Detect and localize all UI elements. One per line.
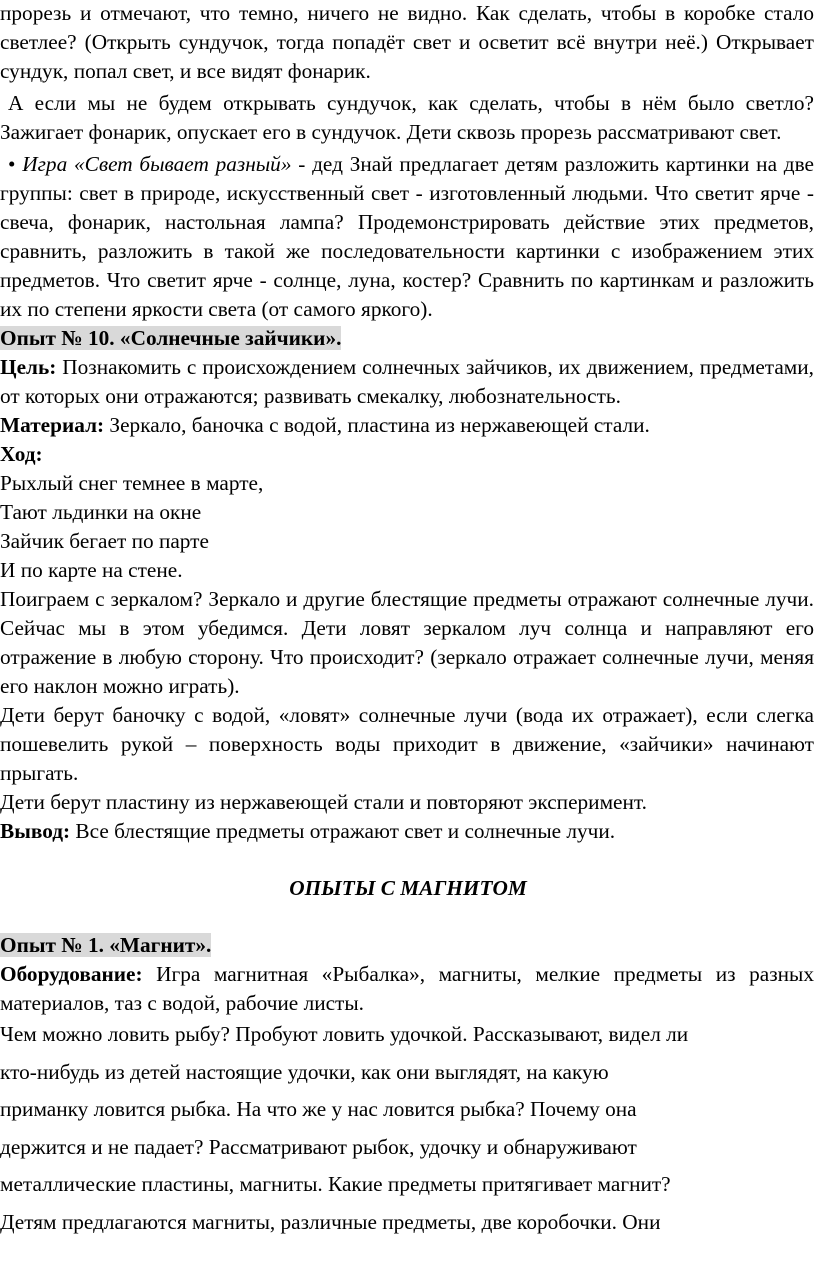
goal-label: Цель: [0, 355, 57, 379]
paragraph-steel-plate: Дети берут пластину из нержавеющей стали и повторяют эксперимент. [0, 790, 647, 814]
paragraph-flashlight: А если мы не будем открывать сундучок, как сделать, чтобы в нём было светло? Зажигает фонарик, опускает его в сундучок. Дети сквозь прорезь рассматривают свет. [0, 91, 814, 144]
experiment-1-heading [0, 931, 816, 960]
conclusion-text: Все блестящие предметы отражают свет и солнечные лучи. [70, 819, 616, 843]
fishing-line: приманку ловится рыбка. На что же у нас ловится рыбка? Почему она [0, 1097, 637, 1121]
experiment-10-goal [0, 353, 816, 411]
poem-line: Рыхлый снег темнее в марте, [0, 471, 264, 495]
fishing-line: Чем можно ловить рыбу? Пробуют ловить удочкой. Рассказывают, видел ли [0, 1022, 689, 1046]
paragraph-light-game [0, 150, 816, 324]
conclusion-label: Вывод: [0, 819, 71, 843]
experiment-1-equipment [0, 960, 816, 1018]
poem-line: Зайчик бегает по парте [0, 529, 209, 553]
game-title: Игра «Свет бывает разный» [22, 152, 292, 176]
course-label: Ход: [0, 442, 43, 466]
fishing-line: кто-нибудь из детей настоящие удочки, как они выглядят, на какую [0, 1059, 609, 1084]
game-description: - дед Знай предлагает детям разложить картинки на две группы: свет в природе, искусственный свет - изготовленный людьми. Что светит ярче - свеча, фонарик, настольная лампа? Продемонстрировать действие этих предметов, сравнить, разложить в такой же последовательности картинки с изображением этих предметов. Что светит ярче - солнце, луна, костер? Сравнить по картинкам и разложить их по степени яркости света (от самого яркого). [0, 152, 814, 321]
poem-line: Тают льдинки на окне [0, 500, 202, 524]
paragraph-intro: прорезь и отмечают, что темно, ничего не видно. Как сделать, чтобы в коробке стало светлее? (Открыть сундучок, тогда попадёт свет и осветит всё внутри неё.) Открывает сундук, попал свет, и все видят фонарик. [0, 1, 814, 83]
experiment-10-heading [0, 324, 816, 353]
fishing-line: держится и не падает? Рассматривают рыбок, удочку и обнаруживают [0, 1134, 637, 1159]
goal-text: Познакомить с происхождением солнечных зайчиков, их движением, предметами, от которых они отражаются; развивать смекалку, любознательность. [0, 355, 814, 408]
experiment-1-title: Опыт № 1. «Магнит». [0, 933, 212, 957]
material-text: Зеркало, баночка с водой, пластина из нержавеющей стали. [104, 413, 650, 437]
bullet-marker: • [8, 152, 16, 176]
poem-line: И по карте на стене. [0, 558, 183, 582]
material-label: Материал: [0, 413, 105, 437]
paragraph-water-jar: Дети берут баночку с водой, «ловят» солнечные лучи (вода их отражает), если слегка пошевелить рукой – поверхность воды приходит в движение, «зайчики» начинают прыгать. [0, 703, 814, 785]
fishing-line: Детям предлагаются магниты, различные предметы, две коробочки. Они [0, 1209, 661, 1234]
equipment-text: Игра магнитная «Рыбалка», магниты, мелкие предметы из разных материалов, таз с водой, рабочие листы. [0, 962, 814, 1015]
paragraph-mirror: Поиграем с зеркалом? Зеркало и другие блестящие предметы отражают солнечные лучи. Сейчас мы в этом убедимся. Дети ловят зеркалом луч солнца и направляют его отражение в любую сторону. Что происходит? (зеркало отражает солнечные лучи, меняя его наклон можно играть). [0, 587, 814, 698]
fishing-line: металлические пластины, магниты. Какие предметы притягивает магнит? [0, 1172, 671, 1196]
experiment-10-material [0, 411, 816, 440]
experiment-10-title: Опыт № 10. «Солнечные зайчики». [0, 326, 342, 350]
section-title: ОПЫТЫ С МАГНИТОМ [289, 876, 527, 900]
equipment-label: Оборудование: [0, 962, 143, 986]
experiment-10-conclusion [0, 817, 816, 846]
